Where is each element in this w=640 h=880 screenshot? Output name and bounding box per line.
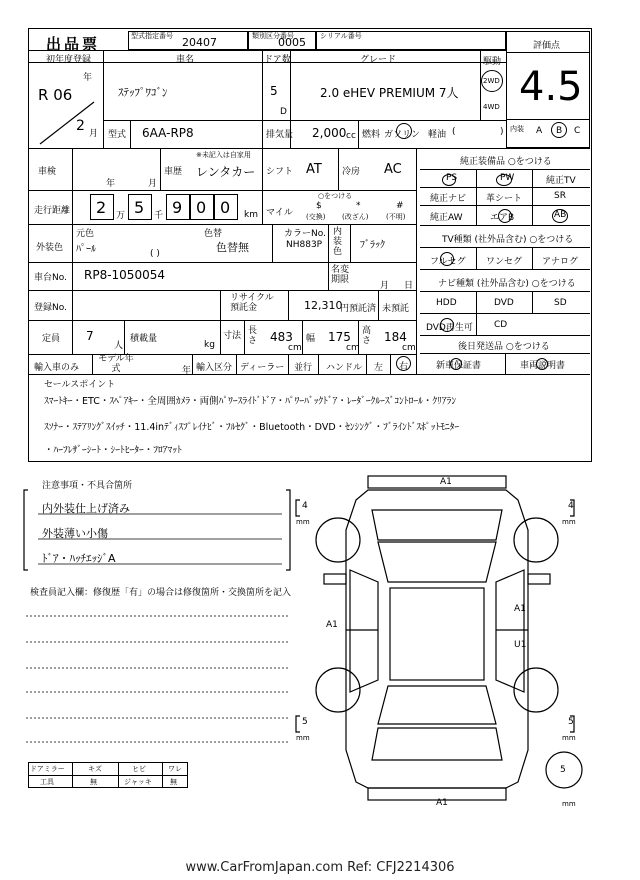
type-no-value: 20407 [182, 36, 217, 49]
tire-front-right-unit: mm [562, 518, 576, 526]
car-diagram [288, 470, 588, 810]
tools-h3: ヒビ [132, 765, 146, 773]
capacity-value: 7 [86, 329, 94, 343]
height-label: 高さ [362, 326, 372, 346]
width-value: 175 [328, 330, 351, 344]
equip-nav: 純正ナビ [430, 194, 467, 204]
width-label: 幅 [306, 334, 316, 344]
color-no-value: NH883P [286, 240, 323, 250]
orig-color-label: 元色 [76, 229, 95, 239]
recolor-label: 色替 [204, 229, 223, 239]
tire-spare-unit: mm [562, 800, 576, 808]
watermark: www.CarFromJapan.com Ref: CFJ2214306 [185, 860, 455, 875]
ps-circle [442, 174, 456, 186]
navi-dvd-play: DVD再生可 [426, 323, 473, 333]
grade-label: グレード [360, 55, 397, 65]
sales-title: セールスポイント [44, 380, 116, 390]
recolor-paren: ( ) [150, 249, 160, 259]
meter-unknown-symbol: # [396, 201, 404, 211]
tools-r3: ジャッキ [124, 778, 152, 786]
meter-unknown: (不明) [386, 213, 406, 221]
mileage-digits [90, 194, 254, 220]
displacement-unit: cc [346, 131, 356, 141]
fullseg-circle [440, 252, 454, 266]
height-unit: cm [402, 343, 416, 353]
meter-exchange-symbol: $ [316, 201, 322, 211]
interior-b-circle [551, 122, 567, 138]
mileage-digit: 2 [96, 198, 107, 217]
chassis-label: 車台No. [34, 273, 67, 283]
load-unit: kg [204, 340, 215, 350]
navi-title: ナビ種類 (社外品含む) ○をつける [438, 279, 576, 289]
mileage-km-unit: km [244, 210, 258, 220]
later-title: 後日発送品 ○をつける [458, 342, 550, 352]
handle-left: 左 [374, 363, 384, 373]
mileage-label: 走行距離 [34, 206, 71, 216]
usage-value: レンタカー [196, 165, 256, 179]
equipment-panel [420, 148, 590, 374]
mileage-digit: 0 [196, 198, 207, 217]
tire-front-left-unit: mm [296, 518, 310, 526]
warranty-circle [450, 358, 462, 370]
tire-front-right: 4 [568, 501, 574, 511]
manual-circle [536, 358, 548, 370]
model-value: 6AA-RP8 [142, 126, 194, 140]
notes-title: 注意事項・不具合箇所 [42, 481, 133, 491]
meter-mark-note: ○をつける [318, 192, 353, 200]
equip-leather: 革シート [486, 194, 523, 204]
equip-ac: エアB [490, 213, 515, 223]
mileage-digit: 9 [172, 198, 183, 217]
tire-rear-left: 5 [302, 717, 308, 727]
reg-label: 登録No. [34, 303, 67, 313]
capacity-unit: 人 [114, 341, 124, 351]
dvd-play-circle [440, 318, 454, 332]
equip-ab: AB [554, 210, 567, 220]
fuel-diesel: 軽油 [428, 130, 447, 140]
color-value: ﾊﾟｰﾙ [76, 244, 96, 255]
load-label: 積載量 [130, 334, 158, 344]
class-no-value: 0005 [278, 36, 306, 49]
sales-line-3: ・ﾊｰﾌﾚｻﾞｰｼｰﾄ・ｼｰﾄﾋｰﾀｰ・ﾌﾛｱﾏｯﾄ [44, 445, 182, 456]
damage-left: A1 [326, 620, 338, 630]
doors-suffix: D [280, 107, 287, 117]
int-color-value: ﾌﾞﾗｯｸ [360, 240, 385, 251]
tire-spare: 5 [560, 765, 566, 775]
inspector-label: 検査員記入欄：修復歴「有」の場合は修復箇所・交換箇所を記入 [30, 588, 292, 598]
damage-right-2: U1 [514, 640, 527, 650]
usage-label: 車歴 [164, 167, 183, 177]
equip-tv: 純正TV [546, 176, 576, 186]
first-reg-month-unit: 月 [89, 129, 99, 139]
navi-sd: SD [554, 298, 567, 308]
recycle-label: リサイクル預託金 [230, 293, 274, 313]
tools-r1: 工具 [40, 778, 54, 786]
meter-exchange: (交換) [306, 213, 326, 221]
tools-r2: 無 [90, 778, 97, 786]
note-1: 内外装仕上げ済み [42, 502, 130, 515]
class-no-label: 類別区分番号 [252, 32, 294, 40]
recycle-suffix: 円預託済 [340, 304, 377, 314]
damage-bottom: A1 [436, 798, 448, 808]
mileage-digit: 0 [220, 198, 231, 217]
length-unit: cm [288, 343, 302, 353]
note-2: 外装薄い小傷 [42, 527, 108, 540]
later-warranty: 新車保証書 [436, 361, 482, 371]
equip-title: 純正装備品 ○をつける [460, 157, 552, 167]
first-reg-month: 2 [76, 118, 85, 134]
equip-ps: PS [446, 173, 458, 183]
inspection-label: 車検 [38, 167, 57, 177]
type-no-label: 型式指定番号 [131, 32, 173, 40]
import-parallel: 並行 [294, 363, 313, 373]
tools-h2: キズ [88, 765, 102, 773]
shift-value: AT [306, 162, 322, 177]
tv-fullseg: フルセグ [430, 257, 466, 267]
inspector-lines [26, 600, 292, 750]
name-change-label: 名変期限 [331, 265, 350, 285]
meter-label: マイル [266, 208, 293, 218]
length-value: 483 [270, 330, 293, 344]
score-value: 4.5 [519, 64, 583, 110]
tv-title: TV種類 (社外品含む) ○をつける [442, 235, 574, 245]
tools-table [28, 762, 188, 788]
color-label: 外装色 [36, 243, 64, 253]
inspection-year-unit: 年 [106, 179, 116, 189]
doors-value: 5 [270, 84, 278, 98]
int-color-label: 内装色 [333, 227, 343, 257]
later-manual: 車両説明書 [520, 361, 566, 371]
width-unit: cm [346, 343, 360, 353]
navi-dvd: DVD [494, 298, 514, 308]
navi-hdd: HDD [436, 298, 457, 308]
damage-right-1: A1 [514, 604, 526, 614]
ac-circle [498, 209, 512, 223]
capacity-label: 定員 [42, 334, 61, 344]
handle-right: 右 [399, 362, 409, 372]
length-label: 長さ [248, 326, 258, 346]
interior-c: C [574, 126, 581, 136]
recycle-unpaid: 未預託 [382, 304, 410, 314]
handle-label: ハンドル [326, 363, 363, 373]
tire-rear-left-unit: mm [296, 734, 310, 742]
equip-sunroof: SR [554, 191, 566, 201]
sheet-title: 出品票 [46, 35, 101, 53]
first-reg-year-unit: 年 [83, 73, 93, 83]
model-label: 型式 [108, 130, 127, 140]
first-reg-era: R 06 [38, 86, 73, 104]
import-label: 輸入車のみ [34, 363, 80, 373]
meter-altered: (改ざん) [342, 213, 369, 221]
doors-label: ドア数 [264, 55, 291, 65]
mileage-man-unit: 万 [116, 211, 126, 221]
serial-label: シリアル番号 [320, 32, 362, 40]
displacement-label: 排気量 [266, 130, 294, 140]
fuel-gasoline-circle [396, 123, 412, 139]
score-label: 評価点 [533, 41, 561, 51]
model-year-label: モデル年式 [98, 354, 134, 374]
meter-altered-symbol: * [356, 201, 361, 211]
shift-label: シフト [266, 167, 294, 177]
tools-r4: 無 [170, 778, 177, 786]
fuel-label: 燃料 [362, 130, 381, 140]
import-cat-label: 輸入区分 [196, 363, 233, 373]
ac-label: 冷房 [342, 167, 361, 177]
interior-a: A [536, 126, 543, 136]
mileage-digit: 5 [134, 198, 145, 217]
recolor-value: 色替無 [216, 241, 249, 254]
interior-b: B [556, 126, 563, 136]
tire-rear-right: 5 [568, 717, 574, 727]
import-dealer: ディーラー [240, 363, 285, 373]
usage-note: ※未記入は自家用 [196, 151, 251, 159]
car-name-label: 車名 [176, 55, 195, 65]
tv-oneseg: ワンセグ [486, 257, 523, 267]
grade-value: 2.0 eHEV PREMIUM 7人 [320, 86, 459, 100]
tools-h1: ドアミラー [30, 765, 65, 773]
drive-2wd: 2WD [483, 77, 500, 85]
recycle-value: 12,310 [304, 299, 343, 312]
fuel-gasoline: ガソリン [384, 130, 421, 140]
inspection-month-unit: 月 [148, 179, 158, 189]
sales-line-1: ｽﾏｰﾄｷｰ・ETC・ｽﾍﾟｱｷｰ・全周囲ｶﾒﾗ・両側ﾊﾟﾜｰｽﾗｲﾄﾞﾄﾞｱ・ﾊﾟﾜｰﾊﾞｯｸﾄﾞｱ・ﾚｰﾀﾞｰｸﾙｰｽﾞｺﾝﾄﾛｰﾙ・ｸﾘｱﾗﾝ [44, 396, 457, 407]
first-reg-label: 初年度登録 [46, 55, 92, 65]
interior-label: 内装 [510, 125, 524, 133]
tire-rear-right-unit: mm [562, 734, 576, 742]
displacement-value: 2,000 [312, 126, 347, 140]
model-year-unit: 年 [182, 366, 192, 376]
note-3: ﾄﾞｱ・ﾊｯﾁｴｯｼﾞA [42, 552, 116, 565]
name-change-month-unit: 月 [380, 281, 390, 291]
navi-cd: CD [494, 320, 508, 330]
equip-pw: PW [500, 173, 515, 183]
mileage-sen-unit: 千 [154, 211, 164, 221]
tv-analog: アナログ [542, 257, 579, 267]
drive-4wd: 4WD [483, 103, 500, 111]
chassis-value: RP8-1050054 [84, 268, 165, 282]
color-no-label: カラーNo. [284, 229, 326, 239]
car-name-value: ｽﾃｯﾌﾟﾜｺﾞﾝ [118, 86, 168, 99]
pw-circle [496, 173, 515, 186]
drive-label: 駆動 [483, 57, 502, 67]
height-value: 184 [384, 330, 407, 344]
ab-circle [552, 209, 568, 223]
tire-front-left: 4 [302, 501, 308, 511]
sales-line-2: ｽｿﾅｰ・ｽﾃｱﾘﾝｸﾞｽｲｯﾁ・11.4inﾃﾞｨｽﾌﾟﾚｲﾅﾋﾞ・ﾌﾙｾｸﾞ・Bluetooth・DVD・ｾﾝｼﾝｸﾞ・ﾌﾞﾗｲﾝﾄﾞｽﾎﾟｯﾄﾓﾆﾀｰ [44, 422, 460, 433]
damage-top: A1 [440, 477, 452, 487]
ac-value: AC [384, 162, 402, 177]
tools-h4: ワレ [168, 765, 182, 773]
dimension-label: 寸法 [223, 331, 242, 341]
equip-aw: 純正AW [430, 213, 463, 223]
